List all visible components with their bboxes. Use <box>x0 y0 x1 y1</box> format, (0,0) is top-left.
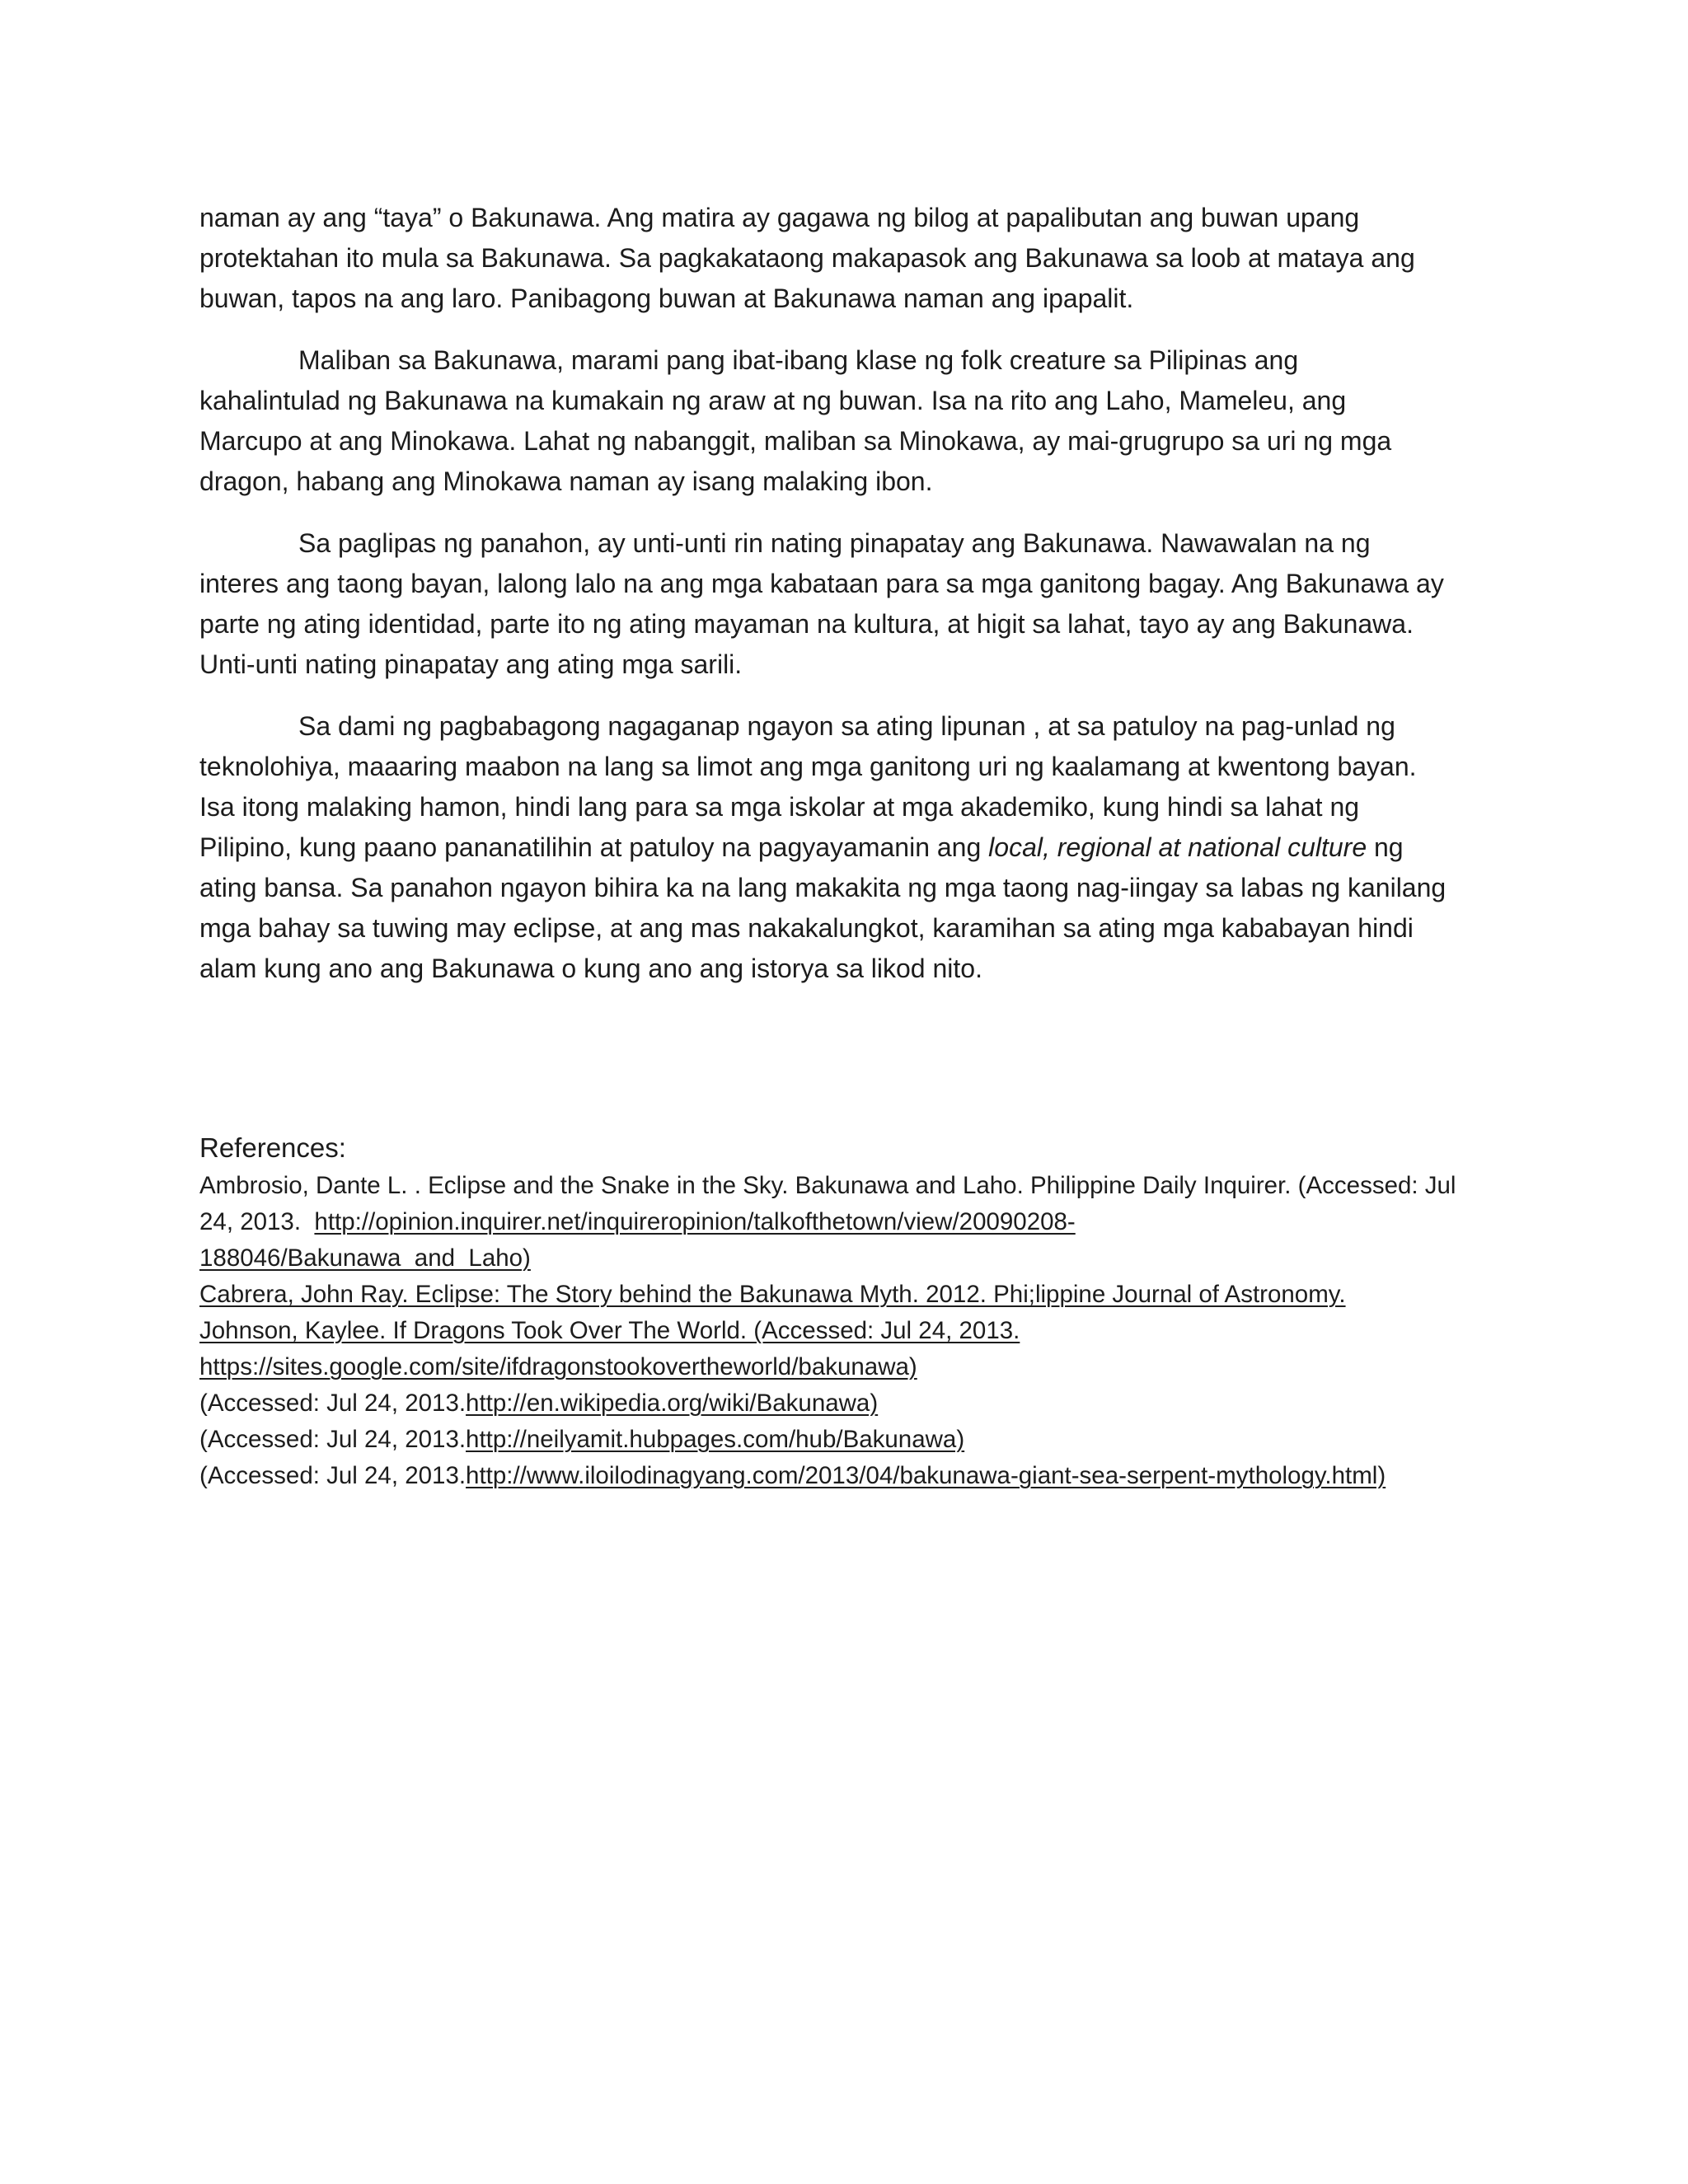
reference-ambrosio-line <box>199 1240 1535 1277</box>
reference-cabrera-line <box>199 1277 1535 1313</box>
reference-ambrosio-line <box>199 1204 1535 1240</box>
paragraph-2 <box>199 340 1502 502</box>
reference-hubpages-line <box>199 1422 1535 1458</box>
text-line: kahalintulad ng Bakunawa na kumakain ng araw at ng buwan. Isa na rito ang Laho, Mameleu, ang <box>199 386 1347 415</box>
text-line: teknolohiya, maaaring maabon na lang sa limot ang mga ganitong uri ng kaalamang at kwentong bayan. <box>199 752 1417 781</box>
text-segment: 24, 2013. <box>199 1208 315 1235</box>
text-line: mga bahay sa tuwing may eclipse, at ang mas nakakalungkot, karamihan sa ating mga kababayan hindi <box>199 913 1414 943</box>
reference-link[interactable]: Johnson, Kaylee. If Dragons Took Over The World. (Accessed: Jul 24, 2013. <box>199 1317 1020 1344</box>
reference-johnson-line <box>199 1349 1535 1385</box>
text-line: alam kung ano ang Bakunawa o kung ano ang istorya sa likod nito. <box>199 954 982 983</box>
reference-link[interactable]: Cabrera, John Ray. Eclipse: The Story behind the Bakunawa Myth. 2012. Phi;lippine Journal of Astronomy. <box>199 1281 1346 1308</box>
reference-ambrosio-line: Ambrosio, Dante L. . Eclipse and the Snake in the Sky. Bakunawa and Laho. Philippine Daily Inquirer. (Accessed: Jul <box>199 1172 1456 1199</box>
references-heading: References: <box>199 1132 346 1163</box>
text-line: interes ang taong bayan, lalong lalo na ang mga kabataan para sa mga ganitong bagay. Ang Bakunawa ay <box>199 569 1444 598</box>
text-line: Unti-unti nating pinapatay ang ating mga sarili. <box>199 649 743 679</box>
paragraph-1 <box>199 198 1502 319</box>
paragraph-3 <box>199 523 1502 685</box>
reference-link[interactable]: 188046/Bakunawa_and_Laho) <box>199 1244 531 1272</box>
text-line-with-italic <box>199 827 1502 868</box>
reference-link[interactable]: http://www.iloilodinagyang.com/2013/04/bakunawa-giant-sea-serpent-mythology.html) <box>466 1462 1386 1489</box>
reference-johnson-line <box>199 1313 1535 1349</box>
text-segment: Pilipino, kung paano pananatilihin at patuloy na pagyayamanin ang <box>199 832 989 862</box>
reference-wikipedia-line <box>199 1385 1535 1422</box>
text-line: parte ng ating identidad, parte ito ng ating mayaman na kultura, at higit sa lahat, tayo ay ang Bakunawa. <box>199 609 1414 639</box>
document-body <box>199 198 1502 1010</box>
text-line: Sa dami ng pagbabagong nagaganap ngayon sa ating lipunan , at sa patuloy na pag-unlad ng <box>298 711 1395 741</box>
references-section <box>199 1130 1535 1494</box>
text-line: Marcupo at ang Minokawa. Lahat ng nabanggit, maliban sa Minokawa, ay mai-grugrupo sa uri ng mga <box>199 426 1392 456</box>
text-line: naman ay ang “taya” o Bakunawa. Ang matira ay gagawa ng bilog at papalibutan ang buwan upang <box>199 203 1360 232</box>
accessed-prefix: (Accessed: Jul 24, 2013. <box>199 1426 467 1453</box>
accessed-prefix: (Accessed: Jul 24, 2013. <box>199 1390 467 1417</box>
text-line: dragon, habang ang Minokawa naman ay isang malaking ibon. <box>199 466 933 496</box>
text-line: Isa itong malaking hamon, hindi lang para sa mga iskolar at mga akademiko, kung hindi sa lahat ng <box>199 792 1360 822</box>
reference-link[interactable]: http://neilyamit.hubpages.com/hub/Bakunawa) <box>466 1426 965 1453</box>
reference-dinagyang-line <box>199 1458 1535 1494</box>
reference-link[interactable]: http://en.wikipedia.org/wiki/Bakunawa) <box>466 1390 879 1417</box>
text-line: Maliban sa Bakunawa, marami pang ibat-ibang klase ng folk creature sa Pilipinas ang <box>298 345 1299 375</box>
text-segment: ng <box>1367 832 1404 862</box>
accessed-prefix: (Accessed: Jul 24, 2013. <box>199 1462 467 1489</box>
reference-link[interactable]: http://opinion.inquirer.net/inquireropinion/talkofthetown/view/20090208- <box>314 1208 1076 1235</box>
text-line: buwan, tapos na ang laro. Panibagong buwan at Bakunawa naman ang ipapalit. <box>199 284 1134 313</box>
text-line: ating bansa. Sa panahon ngayon bihira ka na lang makakita ng mga taong nag-iingay sa labas ng kanilang <box>199 873 1447 902</box>
text-line: protektahan ito mula sa Bakunawa. Sa pagkakataong makapasok ang Bakunawa sa loob at mataya ang <box>199 243 1415 273</box>
text-line: Sa paglipas ng panahon, ay unti-unti rin nating pinapatay ang Bakunawa. Nawawalan na ng <box>298 528 1371 558</box>
paragraph-4 <box>199 706 1502 989</box>
italic-phrase: local, regional at national culture <box>988 832 1367 862</box>
reference-link[interactable]: https://sites.google.com/site/ifdragonstookovertheworld/bakunawa) <box>199 1353 917 1380</box>
